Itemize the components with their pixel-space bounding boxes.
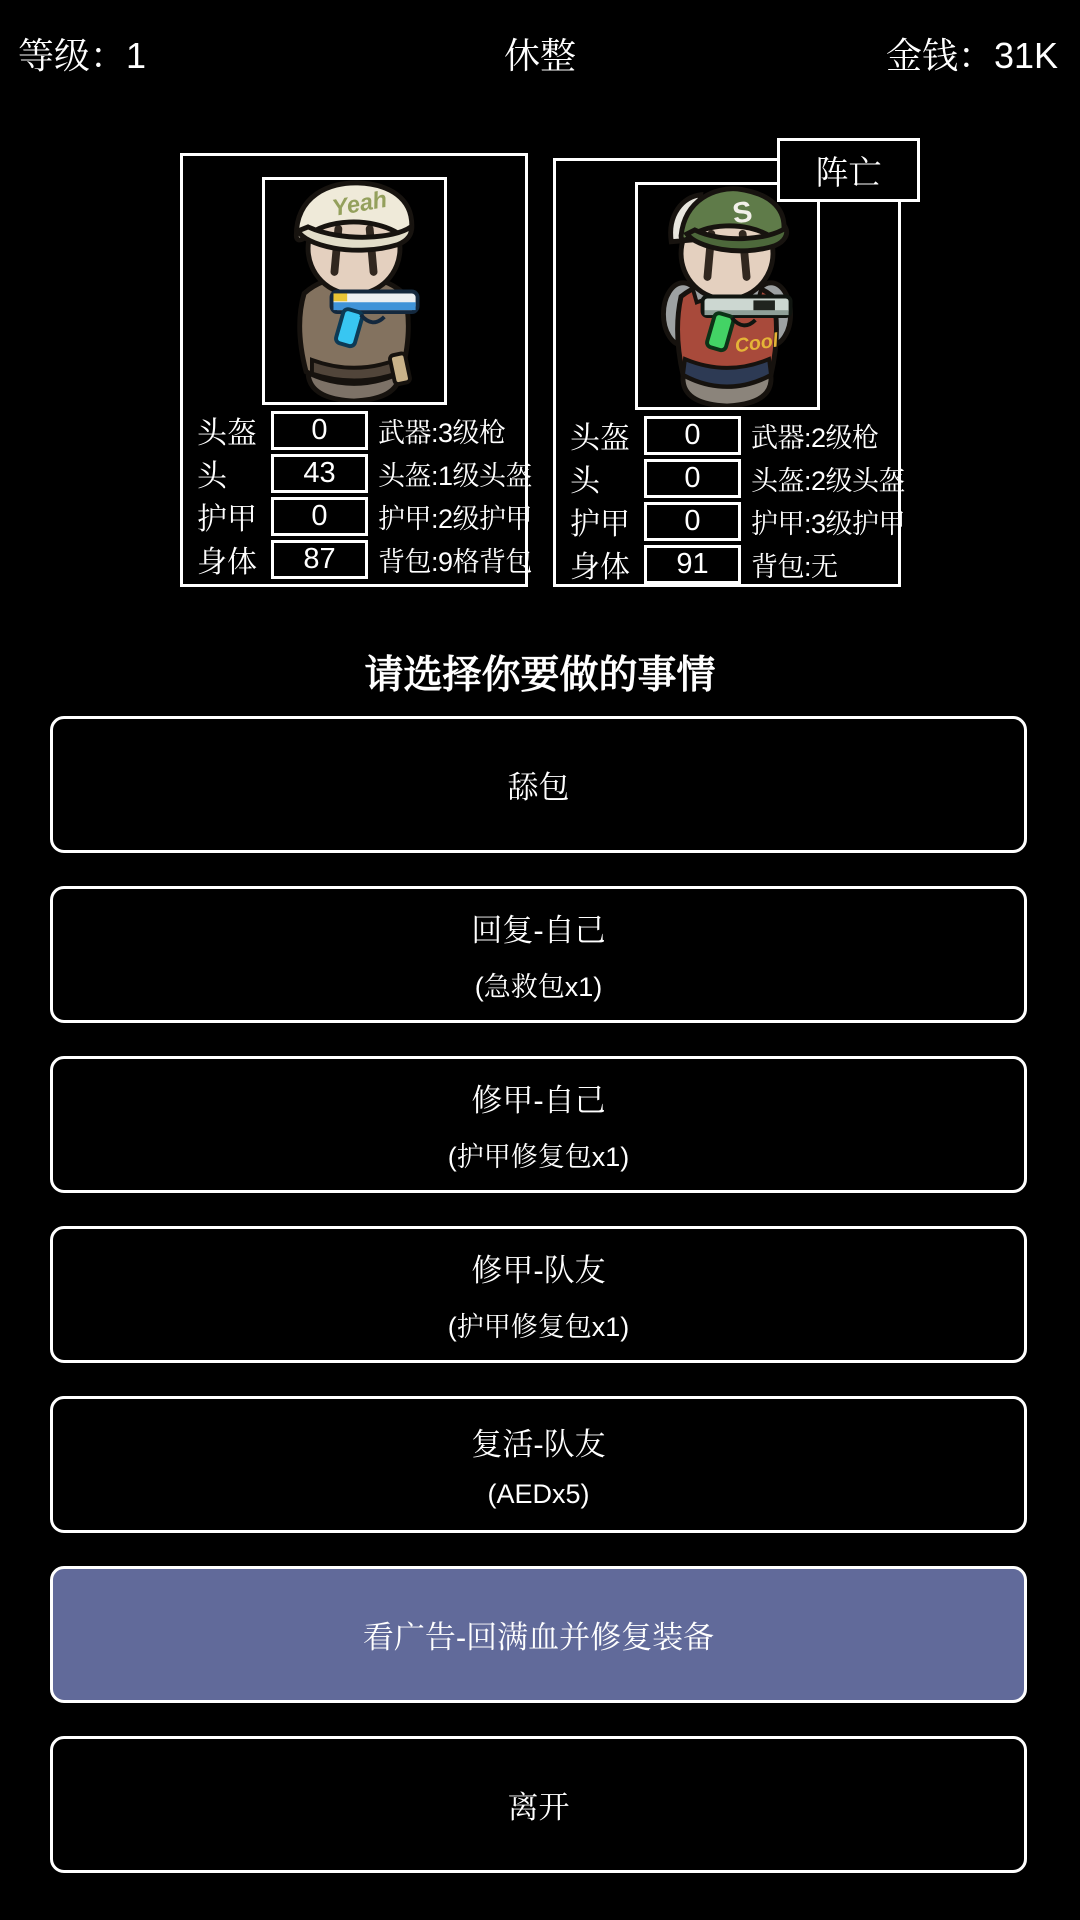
page-title: 休整 [503,35,577,76]
teammate-stats [570,413,906,585]
action-button-leave[interactable] [50,1736,1027,1873]
button-sublabel: (护甲修复包x1) [447,1142,630,1172]
stat-equipment: 背包:无 [751,551,838,582]
stat-label: 头 [570,465,600,498]
self-avatar-image [265,180,444,402]
action-prompt: 请选择你要做的事情 [364,654,716,697]
action-button-heal-self[interactable] [50,886,1027,1023]
stat-label: 护甲 [570,508,630,541]
stat-value-box: 91 [644,545,741,584]
stat-label: 头盔 [197,417,257,450]
button-label: 回复-自己 [471,913,606,948]
stat-equipment: 头盔:1级头盔 [378,460,533,491]
teammate-cap-text: S [730,195,755,231]
stat-row [570,542,894,585]
stat-equipment: 护甲:2级护甲 [378,503,533,534]
stat-equipment: 护甲:3级护甲 [751,508,906,539]
button-label: 离开 [507,1790,570,1825]
button-label: 修甲-队友 [471,1253,606,1288]
button-label: 看广告-回满血并修复装备 [362,1620,715,1655]
action-button-repair-armor-self[interactable] [50,1056,1027,1193]
stat-row [197,537,533,580]
stat-value-box: 87 [271,540,368,579]
button-label: 复活-队友 [471,1427,606,1462]
stat-equipment: 头盔:2级头盔 [751,465,906,496]
stat-row [197,494,533,537]
teammate-avatar-image [638,185,817,407]
stat-label: 身体 [570,551,630,584]
action-button-loot[interactable] [50,716,1027,853]
stat-row [197,451,533,494]
character-card-teammate [553,158,906,587]
stat-value-box: 43 [271,454,368,493]
stat-equipment: 背包:9格背包 [378,546,533,577]
level-label: 等级：1 [18,35,147,76]
action-button-watch-ad[interactable] [50,1566,1027,1703]
stat-value-box: 0 [271,497,368,536]
self-avatar-frame [262,177,447,405]
button-sublabel: (急救包x1) [474,972,603,1002]
stat-value-box: 0 [644,416,741,455]
stat-label: 头 [197,460,227,493]
action-button-revive-teammate[interactable] [50,1396,1027,1533]
stat-row [570,456,906,499]
kia-badge: 阵亡 [777,138,920,202]
button-sublabel: (AEDx5) [487,1479,590,1509]
button-label: 舔包 [507,770,570,805]
stat-label: 头盔 [570,422,630,455]
action-button-repair-armor-teammate[interactable] [50,1226,1027,1363]
teammate-avatar-frame [635,182,820,410]
stat-value-box: 0 [644,459,741,498]
stat-label: 身体 [197,546,257,579]
stat-value-box: 0 [644,502,741,541]
stat-row [570,413,894,456]
stat-equipment: 武器:2级枪 [751,422,879,453]
self-stats [197,408,533,580]
self-cap-text: Yeah [330,185,389,222]
button-sublabel: (护甲修复包x1) [447,1312,630,1342]
button-label: 修甲-自己 [471,1083,606,1118]
money-label: 金钱：31K [885,35,1058,76]
character-card-self [180,153,533,587]
teammate-shirt-text: Cool [733,329,780,358]
stat-row [570,499,906,542]
stat-value-box: 0 [271,411,368,450]
stat-equipment: 武器:3级枪 [378,417,506,448]
stat-row [197,408,521,451]
stat-label: 护甲 [197,503,257,536]
